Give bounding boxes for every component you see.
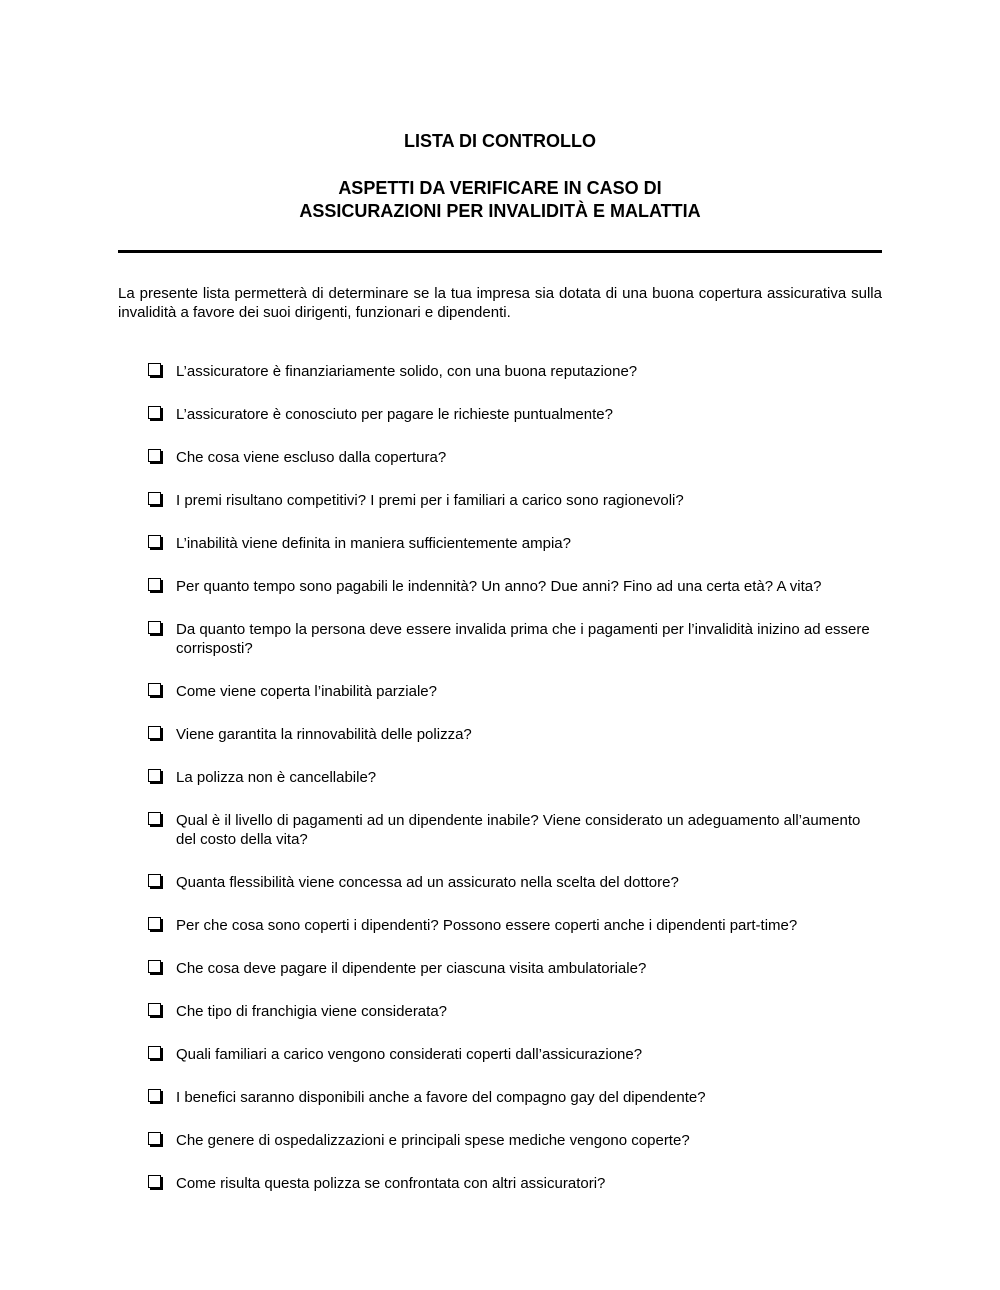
intro-paragraph: La presente lista permetterà di determinare se la tua impresa sia dotata di una buona copertura assicurativa sulla invalidità a favore dei suoi dirigenti, funzionari e dipendenti. [118,285,882,321]
checkbox-icon[interactable] [148,812,161,825]
checkbox-icon[interactable] [148,535,161,548]
checkbox-icon[interactable] [148,1046,161,1059]
checklist-item-text: I premi risultano competitivi? I premi per i familiari a carico sono ragionevoli? [176,492,684,509]
checkbox-icon[interactable] [148,492,161,505]
checklist-item [148,1174,882,1193]
checkbox-icon[interactable] [148,363,161,376]
subtitle-line-2: ASSICURAZIONI PER INVALIDITÀ E MALATTIA [299,201,701,221]
subtitle-line-1: ASPETTI DA VERIFICARE IN CASO DI [338,178,662,198]
checklist-item [148,768,882,787]
checklist-item [148,577,882,596]
checklist-item [148,448,882,467]
checklist-item-text: Per che cosa sono coperti i dipendenti? Possono essere coperti anche i dipendenti part-time? [176,917,798,934]
checklist-item-text: Che genere di ospedalizzazioni e principali spese mediche vengono coperte? [176,1132,690,1149]
checkbox-icon[interactable] [148,683,161,696]
checklist-item [148,1002,882,1021]
checklist-item [148,725,882,744]
checklist-item-text: Come risulta questa polizza se confrontata con altri assicuratori? [176,1175,606,1192]
checkbox-icon[interactable] [148,960,161,973]
checklist-item-text: Che cosa deve pagare il dipendente per ciascuna visita ambulatoriale? [176,960,647,977]
checkbox-icon[interactable] [148,449,161,462]
checkbox-icon[interactable] [148,769,161,782]
checklist-item [148,916,882,935]
checklist-item [148,811,882,849]
checklist-item [148,1088,882,1107]
document-page [118,0,882,1290]
checkbox-icon[interactable] [148,874,161,887]
checklist-item-text: Quali familiari a carico vengono considerati coperti dall’assicurazione? [176,1046,643,1063]
checklist-item-text: Quanta flessibilità viene concessa ad un assicurato nella scelta del dottore? [176,874,679,891]
checklist-item [148,534,882,553]
checklist-item [148,1131,882,1150]
checklist-item-text: L’inabilità viene definita in maniera sufficientemente ampia? [176,535,571,552]
checkbox-icon[interactable] [148,726,161,739]
checklist-item [148,1045,882,1064]
horizontal-rule [118,250,882,253]
checklist [148,362,882,1217]
checklist-item-text: I benefici saranno disponibili anche a favore del compagno gay del dipendente? [176,1089,706,1106]
checklist-item [148,405,882,424]
document-subtitle [118,177,882,223]
checklist-item [148,362,882,381]
checklist-item-text: Qual è il livello di pagamenti ad un dipendente inabile? Viene considerato un adeguamento all’aumento del costo della vita? [176,812,861,848]
document-title: LISTA DI CONTROLLO [404,131,596,151]
checklist-item [148,620,882,658]
checklist-item-text: L’assicuratore è conosciuto per pagare le richieste puntualmente? [176,406,613,423]
checkbox-icon[interactable] [148,1003,161,1016]
checklist-item [148,873,882,892]
checkbox-icon[interactable] [148,578,161,591]
checklist-item-text: Da quanto tempo la persona deve essere invalida prima che i pagamenti per l’invalidità inizino ad essere corrisposti? [176,621,870,657]
checkbox-icon[interactable] [148,917,161,930]
checkbox-icon[interactable] [148,621,161,634]
checklist-item-text: Viene garantita la rinnovabilità delle polizza? [176,726,472,743]
checklist-item-text: Come viene coperta l’inabilità parziale? [176,683,437,700]
checklist-item [148,959,882,978]
checklist-item [148,682,882,701]
checklist-item-text: Che cosa viene escluso dalla copertura? [176,449,447,466]
checklist-item-text: Che tipo di franchigia viene considerata? [176,1003,448,1020]
checkbox-icon[interactable] [148,1175,161,1188]
checkbox-icon[interactable] [148,406,161,419]
checkbox-icon[interactable] [148,1089,161,1102]
checkbox-icon[interactable] [148,1132,161,1145]
checklist-item-text: Per quanto tempo sono pagabili le indennità? Un anno? Due anni? Fino ad una certa età? A vita? [176,578,822,595]
checklist-item [148,491,882,510]
checklist-item-text: La polizza non è cancellabile? [176,769,377,786]
checklist-item-text: L’assicuratore è finanziariamente solido, con una buona reputazione? [176,363,638,380]
